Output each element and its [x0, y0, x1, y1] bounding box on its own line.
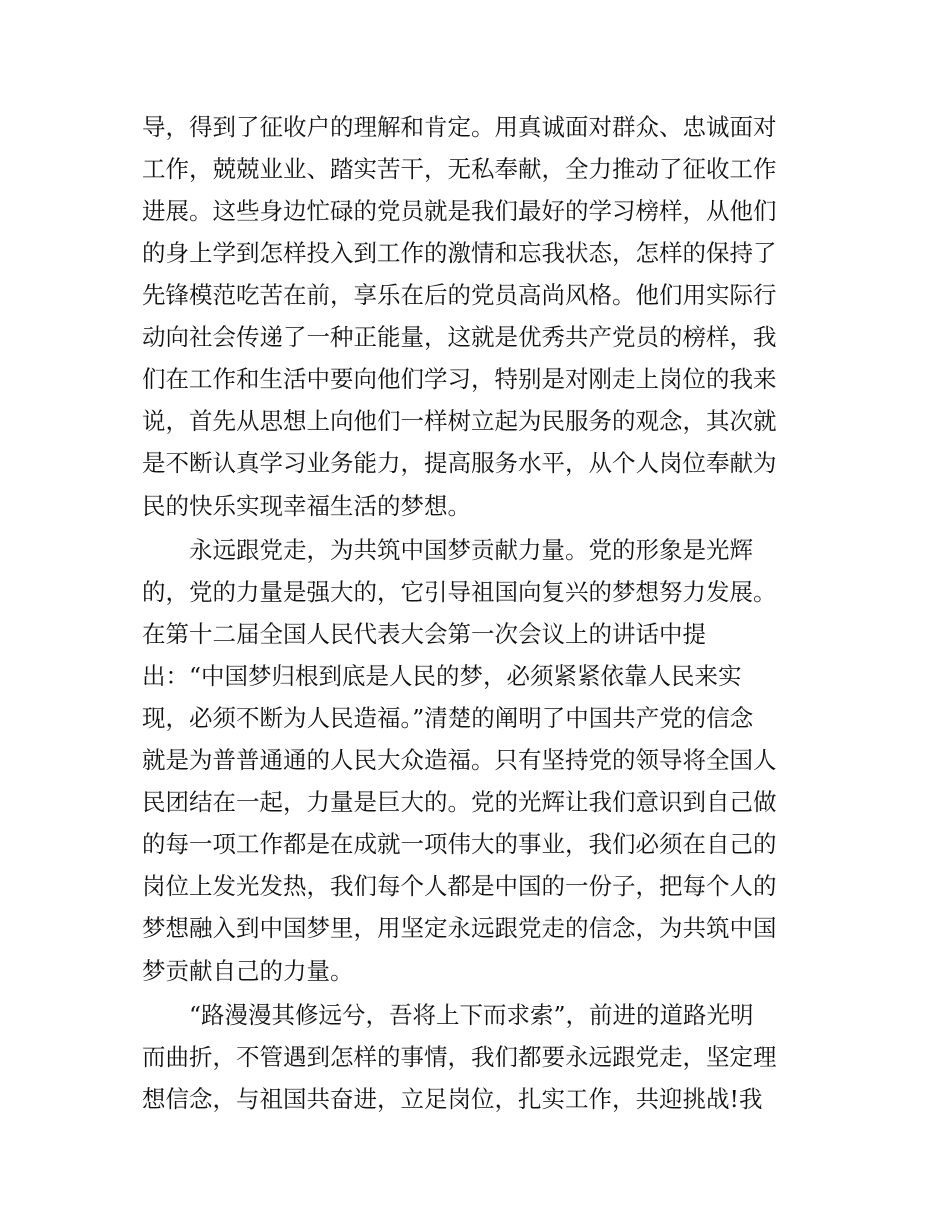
- text-line: 的身上学到怎样投入到工作的激情和忘我状态，怎样的保持了: [142, 239, 777, 267]
- text-line: 出：“中国梦归根到底是人民的梦，必须紧紧依靠人民来实: [142, 662, 742, 690]
- text-line: 的，党的力量是强大的，它引导祖国向复兴的梦想努力发展。: [142, 578, 777, 606]
- text-line: 动向社会传递了一种正能量，这就是优秀共产党员的榜样，我: [142, 323, 777, 351]
- body-text: [142, 106, 822, 1120]
- text-line: 想信念，与祖国共奋进，立足岗位，扎实工作，共迎挑战!我: [142, 1085, 763, 1113]
- text-line: 说，首先从思想上向他们一样树立起为民服务的观念，其次就: [142, 407, 777, 435]
- text-line: 导，得到了征收户的理解和肯定。用真诚面对群众、忠诚面对: [142, 113, 777, 141]
- text-line: “路漫漫其修远兮，吾将上下而求索”，前进的道路光明: [142, 1001, 754, 1029]
- text-line: 梦贡献自己的力量。: [142, 957, 354, 985]
- text-line: 永远跟党走，为共筑中国梦贡献力量。党的形象是光辉: [142, 536, 753, 564]
- text-line: 现，必须不断为人民造福。”清楚的阐明了中国共产党的信念: [142, 704, 754, 732]
- text-line: 就是为普普通通的人民大众造福。只有坚持党的领导将全国人: [142, 746, 777, 774]
- text-line: 先锋模范吃苦在前，享乐在后的党员高尚风格。他们用实际行: [142, 281, 777, 309]
- text-line: 进展。这些身边忙碌的党员就是我们最好的学习榜样，从他们: [142, 197, 777, 225]
- text-line: 的每一项工作都是在成就一项伟大的事业，我们必须在自己的: [142, 830, 777, 858]
- text-line: 工作，兢兢业业、踏实苦干，无私奉献，全力推动了征收工作: [142, 155, 777, 183]
- text-line: 民团结在一起，力量是巨大的。党的光辉让我们意识到自己做: [142, 788, 777, 816]
- text-line: 岗位上发光发热，我们每个人都是中国的一份子，把每个人的: [142, 872, 777, 900]
- text-line: 是不断认真学习业务能力，提高服务水平，从个人岗位奉献为: [142, 449, 777, 477]
- text-line: 梦想融入到中国梦里，用坚定永远跟党走的信念，为共筑中国: [142, 914, 777, 942]
- text-line: 们在工作和生活中要向他们学习，特别是对刚走上岗位的我来: [142, 365, 777, 393]
- text-line: 民的快乐实现幸福生活的梦想。: [142, 492, 471, 520]
- text-line: 而曲折，不管遇到怎样的事情，我们都要永远跟党走，坚定理: [142, 1043, 777, 1071]
- text-line: 在第十二届全国人民代表大会第一次会议上的讲话中提: [142, 620, 706, 648]
